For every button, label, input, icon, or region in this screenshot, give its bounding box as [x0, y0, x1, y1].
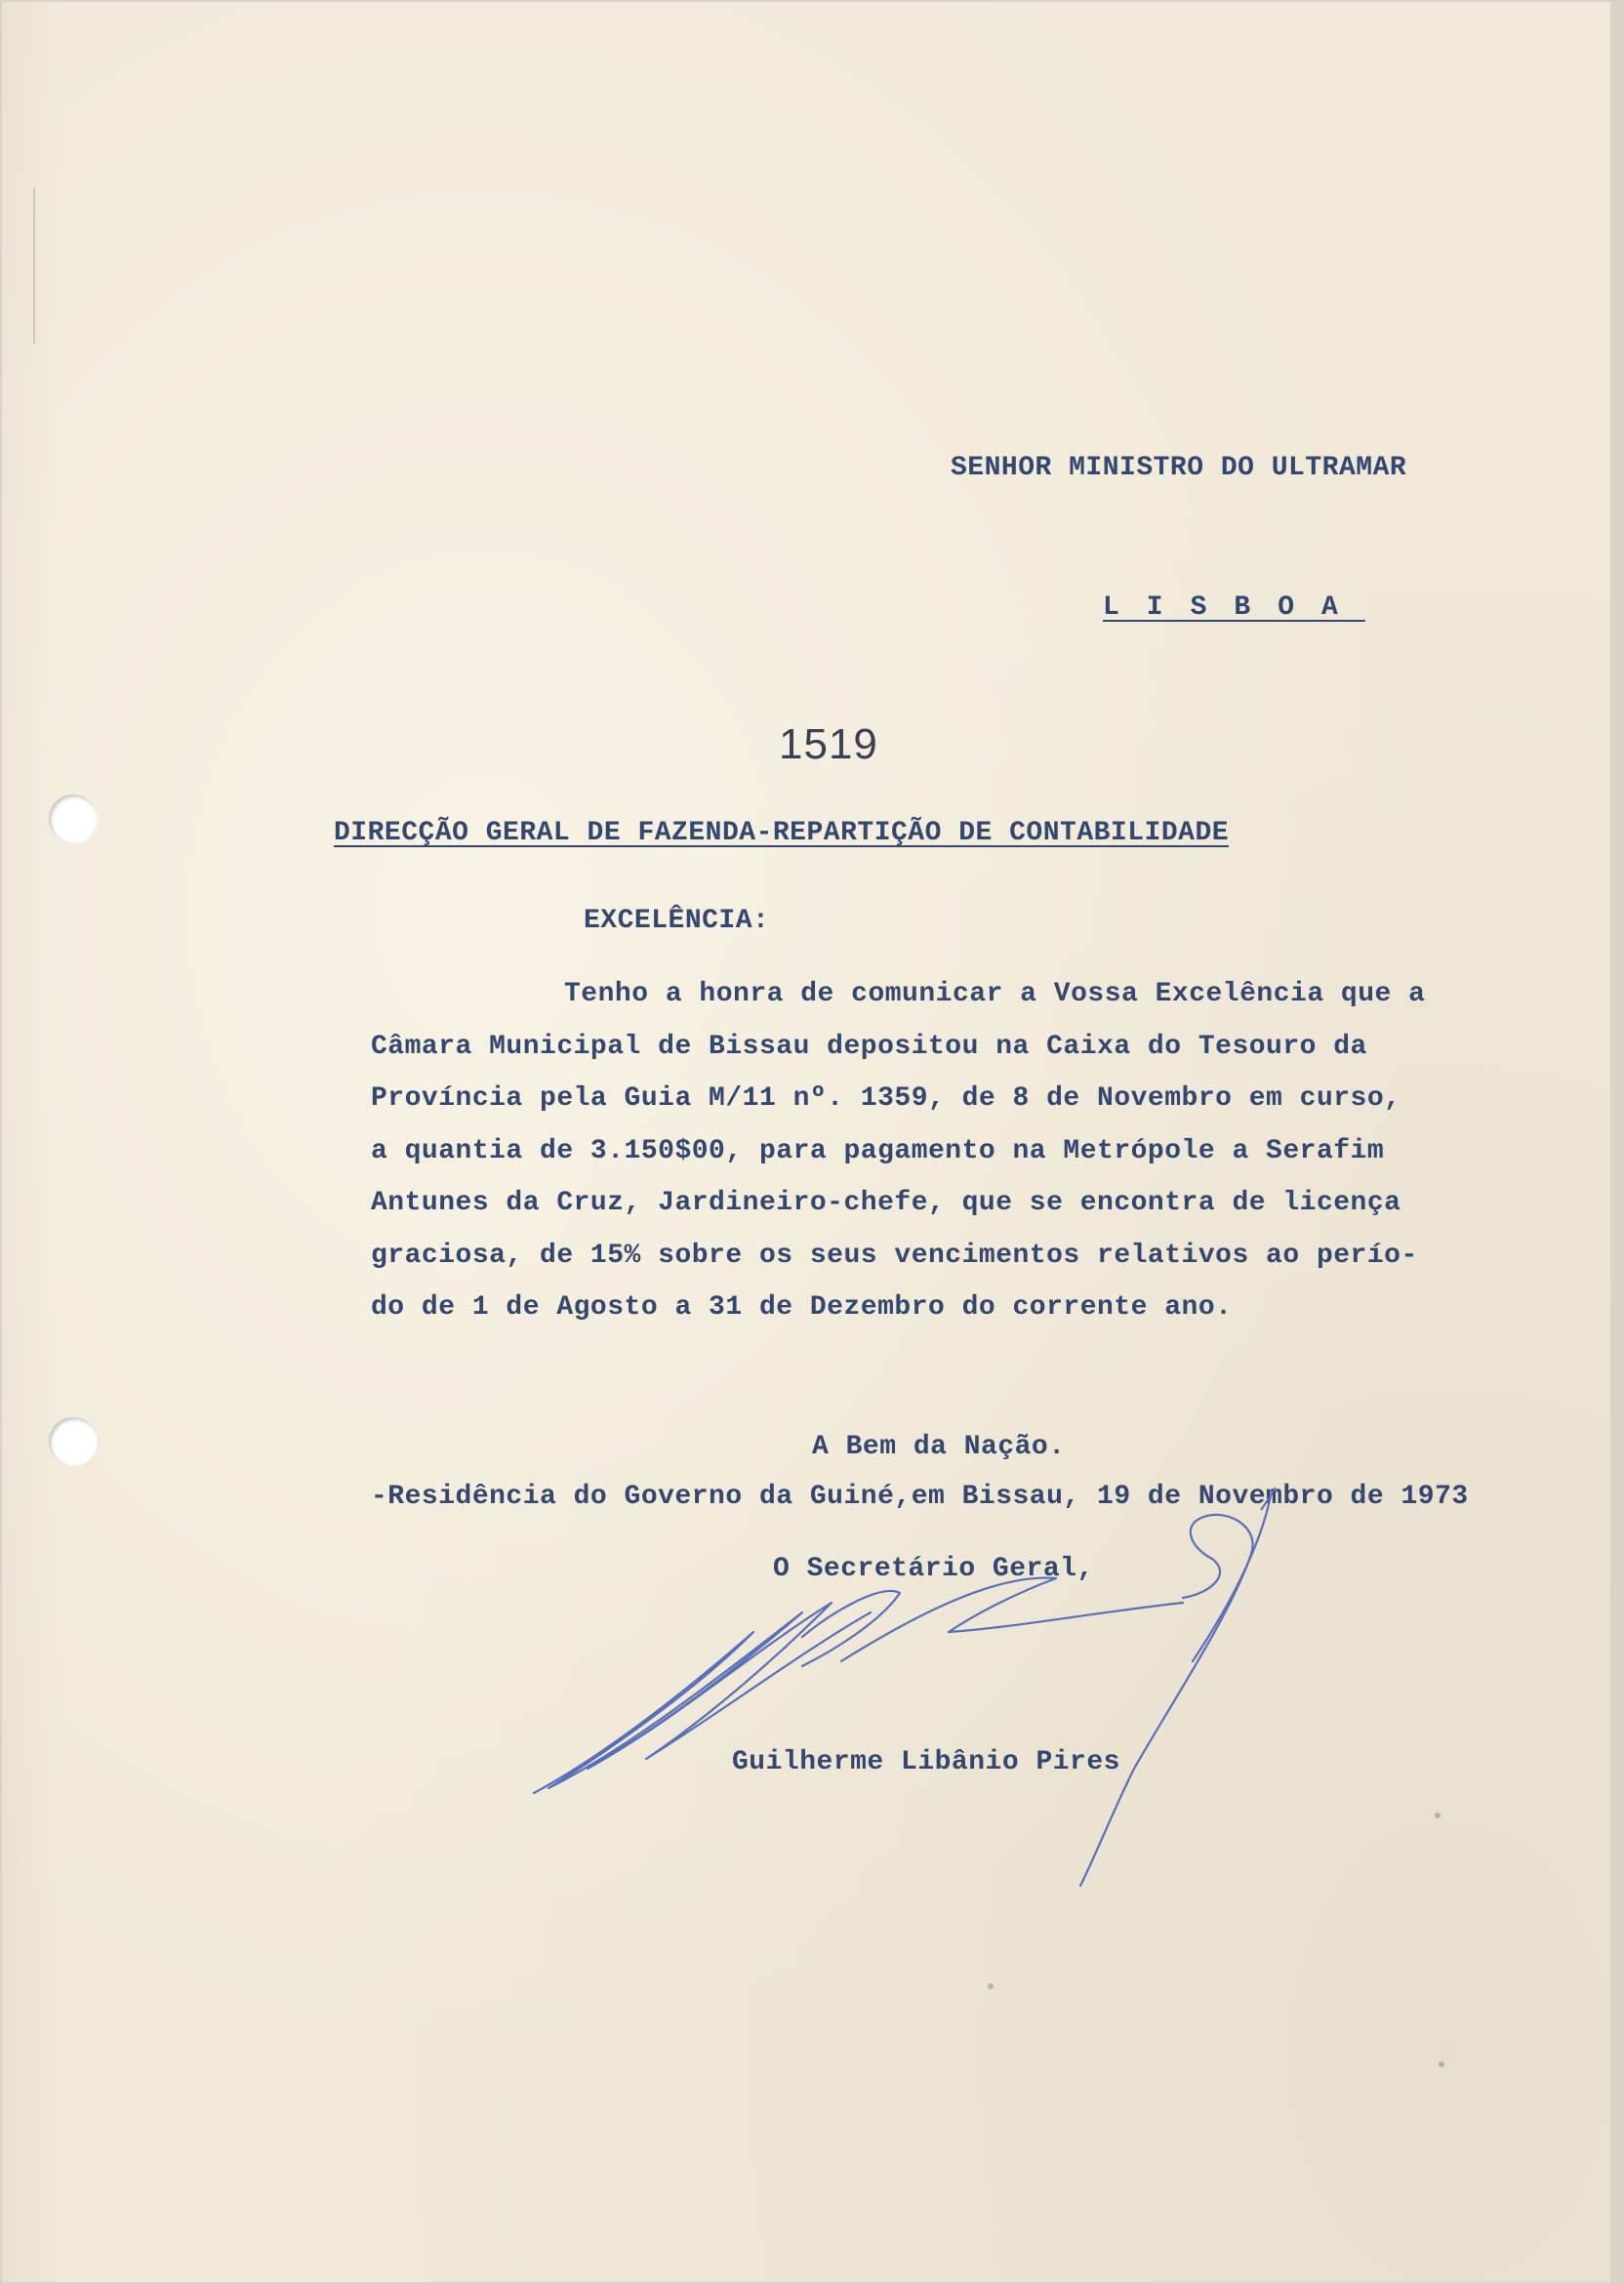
punch-hole — [49, 1417, 98, 1466]
paper-stain — [988, 1983, 994, 1989]
body-line: Tenho a honra de comunicar a Vossa Excelência que a — [564, 979, 1426, 1009]
signatory-name: Guilherme Libânio Pires — [732, 1747, 1120, 1777]
document-number: 1519 — [779, 720, 878, 768]
body-line: graciosa, de 15% sobre os seus vencimentos relativos ao perío- — [371, 1240, 1418, 1271]
place-date: -Residência do Governo da Guiné,em Bissau, 19 de Novembro de 1973 — [371, 1482, 1469, 1512]
body-line: a quantia de 3.150$00, para pagamento na Metrópole a Serafim — [371, 1135, 1385, 1166]
closing: A Bem da Nação. — [812, 1432, 1066, 1462]
body-line: Câmara Municipal de Bissau depositou na Caixa do Tesouro da — [371, 1031, 1367, 1062]
punch-hole — [49, 795, 98, 843]
salutation: EXCELÊNCIA: — [584, 906, 770, 936]
body-paragraph — [371, 968, 1571, 1334]
body-line: Antunes da Cruz, Jardineiro-chefe, que se encontra de licença — [371, 1188, 1401, 1218]
handwritten-signature — [509, 1466, 1310, 1935]
paper-stain — [1439, 2061, 1444, 2067]
body-line: do de 1 de Agosto a 31 de Dezembro do corrente ano. — [371, 1292, 1233, 1323]
department-heading: DIRECÇÃO GERAL DE FAZENDA-REPARTIÇÃO DE CONTABILIDADE — [334, 818, 1230, 848]
city: LISBOA — [1103, 592, 1365, 623]
body-line: Província pela Guia M/11 nº. 1359, de 8 de Novembro em curso, — [371, 1083, 1401, 1114]
paper-stain — [1435, 1813, 1441, 1818]
paper-fold-mark — [33, 187, 35, 344]
addressee: SENHOR MINISTRO DO ULTRAMAR — [951, 453, 1407, 483]
letter-page — [2, 2, 1610, 2282]
signatory-title: O Secretário Geral, — [773, 1554, 1094, 1584]
